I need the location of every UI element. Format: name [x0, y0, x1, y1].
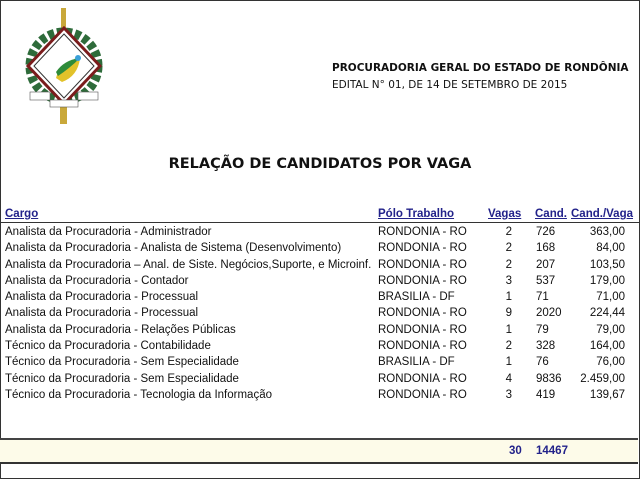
table-row	[0, 290, 640, 306]
cell-cargo: Analista da Procuradoria - Processual	[5, 291, 199, 304]
cell-cand: 168	[536, 242, 556, 255]
cell-polo: RONDONIA - RO	[378, 226, 467, 238]
cell-polo: RONDONIA - RO	[378, 258, 467, 271]
cell-cargo: Analista da Procuradoria - Relações Públicas	[5, 323, 236, 336]
cell-vagas: 1	[505, 291, 512, 304]
column-header-cargo: Cargo	[5, 208, 39, 220]
column-header-cand: Cand.	[535, 208, 567, 220]
cell-cand-por-vaga: 71,00	[596, 291, 625, 304]
cell-vagas: 4	[505, 372, 512, 385]
cell-cand-por-vaga: 224,44	[589, 307, 625, 320]
cell-cargo: Técnico da Procuradoria - Contabilidade	[5, 340, 211, 353]
cell-polo: RONDONIA - RO	[378, 242, 467, 255]
cell-cargo: Analista da Procuradoria – Anal. de Siste. Negócios,Suporte, e Microinf.	[5, 258, 372, 271]
cell-vagas: 2	[505, 226, 512, 238]
cell-cargo: Técnico da Procuradoria - Sem Especialidade	[5, 356, 239, 369]
table-row	[0, 372, 640, 388]
totals-row	[0, 438, 638, 464]
total-vagas: 30	[509, 445, 522, 457]
organization-name: PROCURADORIA GERAL DO ESTADO DE RONDÔNIA	[332, 62, 629, 74]
cell-cand-por-vaga: 76,00	[596, 356, 625, 369]
cell-cand: 207	[536, 258, 556, 271]
cell-cand: 328	[536, 340, 556, 353]
cell-vagas: 2	[505, 242, 512, 255]
table-body	[0, 225, 640, 404]
cell-polo: RONDONIA - RO	[378, 388, 467, 401]
cell-cand: 79	[536, 323, 549, 336]
cell-vagas: 2	[505, 258, 512, 271]
cell-cand: 2020	[536, 307, 562, 320]
table-row	[0, 339, 640, 355]
cell-vagas: 3	[505, 274, 512, 287]
cell-polo: RONDONIA - RO	[378, 307, 467, 320]
cell-cand-por-vaga: 79,00	[596, 323, 625, 336]
cell-vagas: 3	[505, 388, 512, 401]
table-header	[0, 207, 640, 223]
column-header-cand-por-vaga: Cand./Vaga	[571, 208, 633, 220]
cell-cand: 726	[536, 226, 556, 238]
cell-polo: RONDONIA - RO	[378, 372, 467, 385]
table-row	[0, 388, 640, 404]
cell-cand-por-vaga: 363,00	[589, 226, 625, 238]
cell-cargo: Analista da Procuradoria - Analista de Sistema (Desenvolvimento)	[5, 242, 342, 255]
cell-polo: RONDONIA - RO	[378, 274, 467, 287]
state-coat-of-arms-logo	[20, 6, 108, 128]
table-row	[0, 225, 640, 241]
cell-cargo: Analista da Procuradoria - Administrador	[5, 226, 212, 238]
cell-cand-por-vaga: 2.459,00	[580, 372, 625, 385]
cell-cargo: Técnico da Procuradoria - Sem Especialidade	[5, 372, 239, 385]
column-header-vagas: Vagas	[488, 208, 522, 220]
document-header	[332, 60, 629, 94]
table-row	[0, 355, 640, 371]
cell-cand-por-vaga: 139,67	[589, 388, 625, 401]
cell-polo: BRASILIA - DF	[378, 291, 455, 304]
cell-cand: 71	[536, 291, 549, 304]
cell-cand-por-vaga: 103,50	[589, 258, 625, 271]
table-row	[0, 306, 640, 322]
cell-polo: RONDONIA - RO	[378, 323, 467, 336]
cell-cand-por-vaga: 164,00	[589, 340, 625, 353]
cell-vagas: 1	[505, 356, 512, 369]
cell-vagas: 2	[505, 340, 512, 353]
cell-cand: 537	[536, 274, 556, 287]
table-row	[0, 241, 640, 257]
table-row	[0, 323, 640, 339]
cell-vagas: 1	[505, 323, 512, 336]
cell-cargo: Técnico da Procuradoria - Tecnologia da Informação	[5, 388, 272, 401]
cell-cand-por-vaga: 179,00	[589, 274, 625, 287]
total-candidatos: 14467	[536, 445, 568, 457]
cell-cand-por-vaga: 84,00	[596, 242, 625, 255]
cell-polo: RONDONIA - RO	[378, 340, 467, 353]
cell-cand: 76	[536, 356, 549, 369]
cell-cand: 419	[536, 388, 556, 401]
cell-polo: BRASILIA - DF	[378, 356, 455, 369]
column-header-polo: Pólo Trabalho	[378, 208, 455, 220]
edict-reference: EDITAL N° 01, DE 14 DE SETEMBRO DE 2015	[332, 79, 568, 91]
table-row	[0, 274, 640, 290]
cell-cand: 9836	[536, 372, 562, 385]
cell-vagas: 9	[505, 307, 512, 320]
table-row	[0, 258, 640, 274]
cell-cargo: Analista da Procuradoria - Processual	[5, 307, 199, 320]
page-title: RELAÇÃO DE CANDIDATOS POR VAGA	[168, 156, 472, 172]
cell-cargo: Analista da Procuradoria - Contador	[5, 274, 189, 287]
